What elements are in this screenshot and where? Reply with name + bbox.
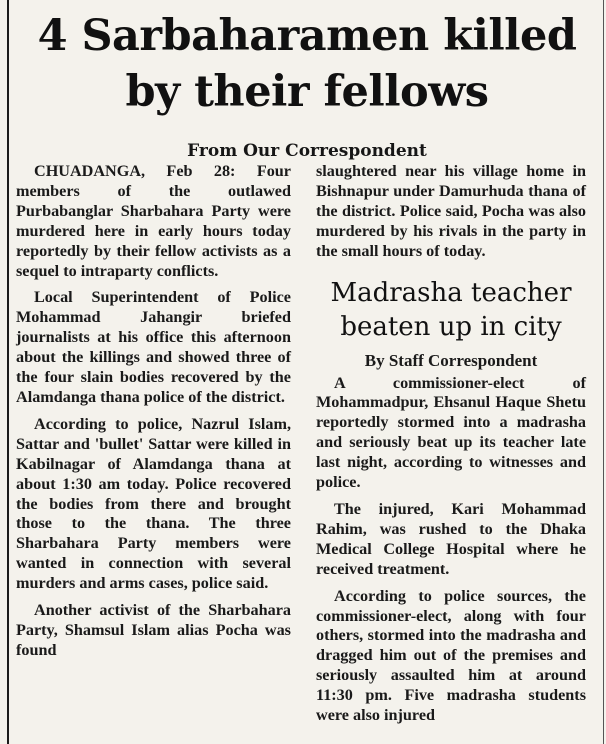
second-paragraph-3: According to police sources, the commissioner-elect, along with four others, stormed into the madrasha and dragged him out of the premises and seriously assaulted him at around 11:30 pm. Five madrasha students were also injured bbox=[316, 586, 586, 725]
second-byline: By Staff Correspondent bbox=[364, 350, 538, 370]
column-rule-right bbox=[603, 0, 604, 744]
second-paragraph-1: A commissioner-elect of Mohammadpur, Ehsanul Haque Shetu reportedly stormed into a madrasha and seriously beat up its teacher late last night, according to witnesses and police. bbox=[316, 373, 586, 492]
main-article-column bbox=[16, 162, 291, 661]
main-article-continuation: slaughtered near his village home in Bishnapur under Damurhuda thana of the district. Police said, Pocha was also murdered by his rivals in the party in the small hours of today. bbox=[316, 162, 586, 260]
right-column bbox=[316, 162, 586, 726]
second-paragraph-2: The injured, Kari Mohammad Rahim, was rushed to the Dhaka Medical College Hospital where he received treatment. bbox=[316, 499, 586, 578]
main-byline: From Our Correspondent bbox=[187, 141, 427, 161]
main-paragraph-4: Another activist of the Sharbahara Party, Shamsul Islam alias Pocha was found bbox=[16, 601, 291, 659]
second-headline: Madrasha teacher beaten up in city bbox=[330, 277, 572, 342]
main-paragraph-1: CHUADANGA, Feb 28: Four members of the outlawed Purbabanglar Sharbahara Party were murdered here in early hours today reportedly by their fellow activists as a sequel to intraparty conflicts. bbox=[16, 162, 291, 280]
main-paragraph-3: According to police, Nazrul Islam, Sattar and 'bullet' Sattar were killed in Kabilnagar of Alamdanga thana at about 1:30 am today. Police recovered the bodies from there and brought those to the thana. The three Sharbahara Party members were wanted in connection with several murders and arms cases, police said. bbox=[16, 414, 291, 593]
column-rule-left bbox=[7, 0, 9, 744]
main-paragraph-2: Local Superintendent of Police Mohammad Jahangir briefed journalists at his office this afternoon about the killings and showed three of the four slain bodies recovered by the Alamdanga thana police of the district. bbox=[16, 288, 291, 406]
main-headline: 4 Sarbaharamen killed by their fellows bbox=[37, 11, 577, 117]
